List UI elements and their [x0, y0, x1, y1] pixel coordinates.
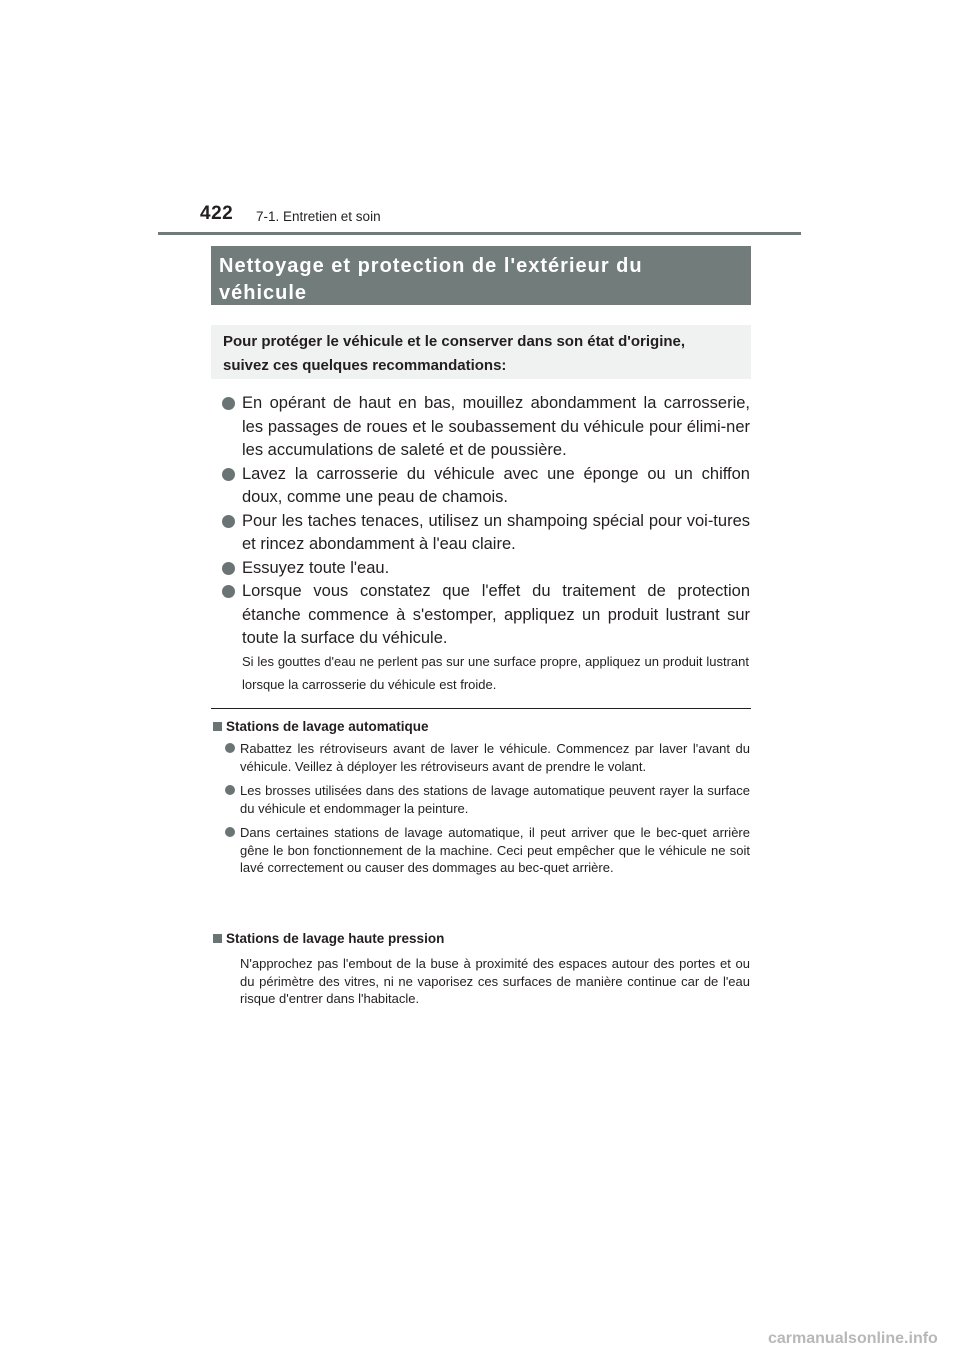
heading-automatic-wash-text: Stations de lavage automatique — [226, 719, 429, 734]
bullet-icon — [222, 515, 235, 528]
square-bullet-icon — [213, 934, 222, 943]
bullet-icon — [225, 827, 235, 837]
list-item — [222, 557, 750, 581]
list-item-text: Les brosses utilisées dans des stations de lavage automatique peuvent rayer la surface du véhicule et endommager la peinture. — [240, 783, 750, 816]
bullet-icon — [225, 743, 235, 753]
heading-pressure-wash — [213, 931, 444, 946]
list-item-text: Rabattez les rétroviseurs avant de laver le véhicule. Commencez par laver l'avant du véhicule. Veillez à déployer les rétroviseurs avant de prendre le volant. — [240, 741, 750, 774]
section-divider — [211, 708, 751, 709]
bullet-icon — [222, 397, 235, 410]
heading-pressure-wash-text: Stations de lavage haute pression — [226, 931, 445, 946]
list-item-text: Dans certaines stations de lavage automatique, il peut arriver que le bec-quet arrière gêne le bon fonctionnement de la machine. Ceci peut empêcher que le véhicule ne soit lavé correctement ou causer des dommages au bec-quet arrière. — [240, 825, 750, 875]
chapter-title: 7-1. Entretien et soin — [256, 209, 381, 224]
section-title — [211, 246, 751, 305]
list-item-text: Lavez la carrosserie du véhicule avec une éponge ou un chiffon doux, comme une peau de chamois. — [242, 464, 750, 506]
bullet-icon — [222, 468, 235, 481]
list-item — [225, 782, 750, 817]
watermark: carmanualsonline.info — [768, 1330, 938, 1347]
intro-line2: suivez ces quelques recommandations: — [223, 356, 507, 374]
list-item — [222, 463, 750, 510]
bullet-icon — [225, 785, 235, 795]
heading-automatic-wash — [213, 719, 429, 734]
square-bullet-icon — [213, 722, 222, 731]
bullet-icon — [222, 562, 235, 575]
page-number: 422 — [200, 203, 234, 224]
list-item — [225, 824, 750, 877]
list-item — [222, 580, 750, 651]
list-item — [222, 392, 750, 463]
list-item — [225, 740, 750, 775]
list-item-text: En opérant de haut en bas, mouillez abondamment la carrosserie, les passages de roues et le soubassement du véhicule pour élimi-ner les accumulations de saleté et de poussière. — [242, 394, 750, 459]
automatic-wash-list — [225, 740, 750, 884]
intro-box — [211, 325, 751, 379]
recommendation-list — [222, 392, 750, 651]
list-item — [222, 510, 750, 557]
pressure-wash-text: N'approchez pas l'embout de la buse à proximité des espaces autour des portes et ou du périmètre des vitres, ni ne vaporisez ces surfaces de manière continue car de l'eau risque d'entrer dans l'habitacle. — [240, 956, 750, 1006]
list-item-text: Essuyez toute l'eau. — [242, 558, 390, 577]
header-divider — [158, 232, 801, 235]
intro-line1: Pour protéger le véhicule et le conserver dans son état d'origine, — [223, 333, 686, 350]
bullet-icon — [222, 585, 235, 598]
section-title-line1: Nettoyage et protection de l'extérieur du — [219, 255, 643, 277]
polish-note: Si les gouttes d'eau ne perlent pas sur une surface propre, appliquez un produit lustrant lorsque la carrosserie du véhicule est froide. — [242, 654, 749, 692]
list-item-text: Pour les taches tenaces, utilisez un shampoing spécial pour voi-tures et rincez abondamment à l'eau claire. — [242, 511, 750, 553]
list-item-text: Lorsque vous constatez que l'effet du traitement de protection étanche commence à s'estomper, appliquez un produit lustrant sur toute la surface du véhicule. — [242, 582, 750, 647]
section-title-line2: véhicule — [219, 282, 308, 304]
